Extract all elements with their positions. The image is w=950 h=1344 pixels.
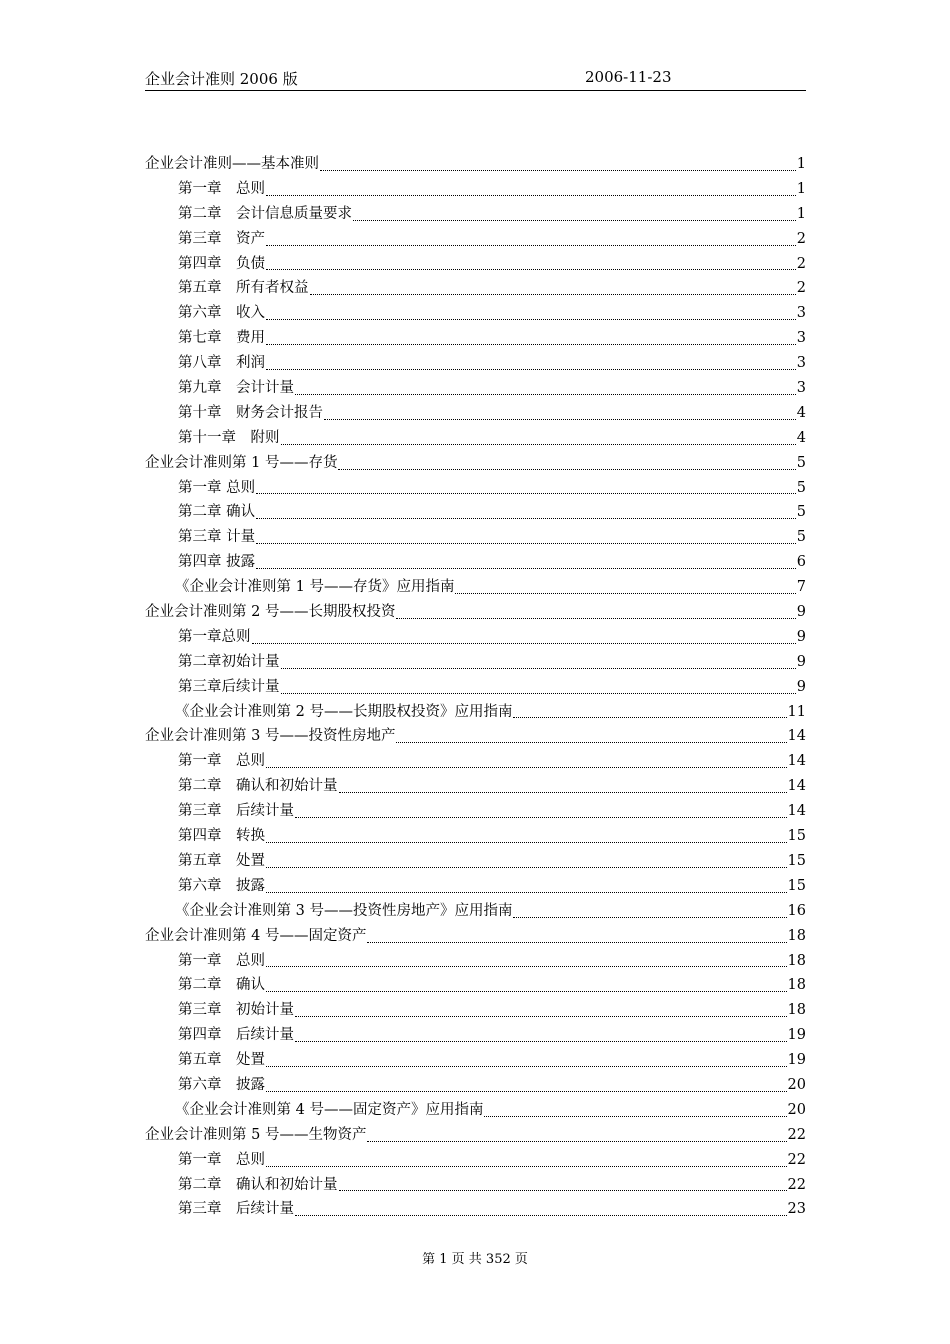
toc-dot-leader: [484, 1116, 786, 1117]
toc-dot-leader: [324, 419, 796, 420]
toc-entry-page-number: 4: [796, 429, 806, 446]
toc-dot-leader: [353, 220, 796, 221]
toc-entry-page-number: 23: [787, 1201, 806, 1218]
toc-entry[interactable]: [145, 550, 806, 575]
toc-dot-leader: [396, 618, 795, 619]
toc-entry[interactable]: [145, 351, 806, 376]
toc-entry-title: 第十章 财务会计报告: [178, 404, 323, 421]
toc-dot-leader: [338, 469, 795, 470]
toc-entry[interactable]: [145, 650, 806, 675]
toc-entry-page-number: 4: [796, 404, 806, 421]
toc-dot-leader: [455, 593, 795, 594]
toc-dot-leader: [281, 693, 796, 694]
toc-entry-title: 第三章 计量: [178, 529, 256, 546]
toc-entry-title: 第六章 披露: [178, 1076, 265, 1093]
toc-dot-leader: [295, 817, 787, 818]
toc-dot-leader: [266, 842, 787, 843]
toc-entry-title: 第一章 总则: [178, 952, 265, 969]
toc-entry-page-number: 9: [796, 604, 806, 621]
toc-entry-page-number: 9: [796, 628, 806, 645]
toc-entry[interactable]: [145, 874, 806, 899]
toc-entry-page-number: 2: [796, 230, 806, 247]
toc-entry-title: 《企业会计准则第 3 号——投资性房地产》应用指南: [175, 902, 513, 919]
toc-entry-page-number: 15: [787, 852, 806, 869]
toc-dot-leader: [266, 991, 787, 992]
toc-entry-page-number: 5: [796, 529, 806, 546]
toc-dot-leader: [266, 344, 796, 345]
document-date: 2006-11-23: [585, 68, 672, 86]
toc-entry-title: 第六章 披露: [178, 877, 265, 894]
toc-entry[interactable]: [145, 202, 806, 227]
toc-entry-page-number: 19: [787, 1052, 806, 1069]
toc-entry-page-number: 20: [787, 1101, 806, 1118]
toc-entry-page-number: 22: [787, 1151, 806, 1168]
toc-entry-title: 第五章 处置: [178, 1052, 265, 1069]
toc-entry-page-number: 3: [796, 355, 806, 372]
toc-entry-title: 《企业会计准则第 4 号——固定资产》应用指南: [175, 1101, 484, 1118]
toc-entry[interactable]: [145, 749, 806, 774]
toc-entry[interactable]: [145, 575, 806, 600]
toc-entry[interactable]: [145, 1173, 806, 1198]
toc-entry-page-number: 3: [796, 380, 806, 397]
toc-entry[interactable]: [145, 625, 806, 650]
toc-entry-page-number: 3: [796, 330, 806, 347]
toc-entry-title: 第五章 处置: [178, 852, 265, 869]
toc-entry[interactable]: [145, 1098, 806, 1123]
toc-entry-title: 《企业会计准则第 2 号——长期股权投资》应用指南: [175, 703, 513, 720]
toc-entry-page-number: 22: [787, 1126, 806, 1143]
toc-entry[interactable]: [145, 600, 806, 625]
toc-dot-leader: [513, 717, 786, 718]
toc-entry-title: 第四章 负债: [178, 255, 265, 272]
toc-dot-leader: [266, 767, 787, 768]
toc-entry-title: 第三章 初始计量: [178, 1002, 294, 1019]
toc-entry[interactable]: [145, 998, 806, 1023]
toc-dot-leader: [266, 269, 796, 270]
toc-entry-page-number: 5: [796, 479, 806, 496]
toc-dot-leader: [295, 1041, 787, 1042]
toc-entry-title: 第三章后续计量: [178, 678, 280, 695]
toc-dot-leader: [339, 792, 787, 793]
toc-entry-page-number: 15: [787, 828, 806, 845]
toc-dot-leader: [320, 170, 796, 171]
toc-entry[interactable]: [145, 152, 806, 177]
toc-entry[interactable]: [145, 724, 806, 749]
toc-entry-page-number: 18: [787, 1002, 806, 1019]
toc-entry[interactable]: [145, 326, 806, 351]
toc-entry[interactable]: [145, 1048, 806, 1073]
toc-entry-page-number: 18: [787, 977, 806, 994]
toc-entry-title: 企业会计准则第 3 号——投资性房地产: [145, 728, 396, 745]
toc-entry[interactable]: [145, 276, 806, 301]
toc-entry[interactable]: [145, 1023, 806, 1048]
toc-entry-page-number: 20: [787, 1076, 806, 1093]
toc-dot-leader: [256, 518, 796, 519]
toc-dot-leader: [266, 1166, 787, 1167]
toc-entry-title: 第二章初始计量: [178, 653, 280, 670]
toc-entry[interactable]: [145, 401, 806, 426]
toc-entry-page-number: 14: [787, 778, 806, 795]
toc-dot-leader: [295, 394, 796, 395]
toc-entry-title: 第二章 确认和初始计量: [178, 1176, 338, 1193]
toc-entry-title: 第四章 转换: [178, 828, 265, 845]
toc-entry-title: 第三章 后续计量: [178, 1201, 294, 1218]
toc-entry[interactable]: [145, 1123, 806, 1148]
toc-entry[interactable]: [145, 899, 806, 924]
toc-entry-title: 企业会计准则第 1 号——存货: [145, 454, 338, 471]
toc-entry-title: 第一章 总则: [178, 753, 265, 770]
toc-entry[interactable]: [145, 924, 806, 949]
toc-entry-page-number: 1: [796, 180, 806, 197]
toc-entry[interactable]: [145, 849, 806, 874]
toc-dot-leader: [513, 917, 786, 918]
toc-entry-page-number: 1: [796, 205, 806, 222]
toc-dot-leader: [266, 1091, 787, 1092]
toc-dot-leader: [367, 942, 786, 943]
toc-entry-page-number: 14: [787, 753, 806, 770]
document-title: 企业会计准则 2006 版: [145, 70, 298, 88]
toc-dot-leader: [256, 568, 796, 569]
toc-entry[interactable]: [145, 675, 806, 700]
toc-entry-page-number: 2: [796, 280, 806, 297]
toc-entry-page-number: 9: [796, 678, 806, 695]
toc-entry-title: 企业会计准则——基本准则: [145, 156, 319, 172]
toc-entry-title: 企业会计准则第 2 号——长期股权投资: [145, 604, 396, 621]
page-header: [145, 68, 806, 91]
toc-entry[interactable]: [145, 1197, 806, 1222]
toc-entry-title: 第五章 所有者权益: [178, 280, 309, 297]
toc-entry-page-number: 22: [787, 1176, 806, 1193]
toc-entry-page-number: 19: [787, 1027, 806, 1044]
toc-entry-title: 第九章 会计计量: [178, 380, 294, 397]
toc-dot-leader: [295, 1016, 787, 1017]
toc-dot-leader: [256, 543, 796, 544]
toc-entry[interactable]: [145, 177, 806, 202]
toc-entry[interactable]: [145, 301, 806, 326]
toc-entry-page-number: 11: [787, 703, 806, 720]
toc-entry[interactable]: [145, 500, 806, 525]
toc-entry[interactable]: [145, 774, 806, 799]
toc-entry-page-number: 14: [787, 728, 806, 745]
toc-dot-leader: [252, 643, 796, 644]
toc-entry-page-number: 9: [796, 653, 806, 670]
toc-dot-leader: [266, 369, 796, 370]
toc-entry-title: 第二章 会计信息质量要求: [178, 205, 352, 222]
toc-entry-page-number: 16: [787, 902, 806, 919]
toc-dot-leader: [266, 195, 796, 196]
toc-entry-title: 第八章 利润: [178, 355, 265, 372]
toc-entry-title: 第一章 总则: [178, 479, 256, 496]
toc-dot-leader: [295, 1215, 787, 1216]
toc-entry-page-number: 7: [796, 579, 806, 596]
toc-dot-leader: [310, 294, 796, 295]
toc-entry-title: 第二章 确认: [178, 977, 265, 994]
toc-entry-page-number: 14: [787, 803, 806, 820]
toc-entry-page-number: 3: [796, 305, 806, 322]
toc-entry[interactable]: [145, 227, 806, 252]
toc-entry[interactable]: [145, 376, 806, 401]
toc-dot-leader: [339, 1190, 787, 1191]
toc-dot-leader: [256, 493, 796, 494]
toc-entry-title: 第四章 披露: [178, 554, 256, 571]
toc-entry-page-number: 6: [796, 554, 806, 571]
page-footer: 第 1 页 共 352 页: [422, 1252, 528, 1267]
toc-entry-page-number: 18: [787, 952, 806, 969]
toc-entry[interactable]: [145, 700, 806, 725]
toc-entry-page-number: 1: [796, 156, 806, 172]
toc-entry-title: 第三章 资产: [178, 230, 265, 247]
table-of-contents: [145, 152, 806, 1222]
toc-entry-title: 第一章 总则: [178, 1151, 265, 1168]
toc-entry-title: 企业会计准则第 5 号——生物资产: [145, 1126, 367, 1143]
toc-entry[interactable]: [145, 1073, 806, 1098]
toc-dot-leader: [266, 966, 787, 967]
toc-entry[interactable]: [145, 426, 806, 451]
toc-entry[interactable]: [145, 1148, 806, 1173]
toc-entry-title: 《企业会计准则第 1 号——存货》应用指南: [175, 579, 455, 596]
toc-dot-leader: [396, 742, 786, 743]
toc-entry[interactable]: [145, 799, 806, 824]
toc-dot-leader: [266, 245, 796, 246]
toc-dot-leader: [266, 892, 787, 893]
toc-dot-leader: [367, 1141, 786, 1142]
toc-entry-title: 企业会计准则第 4 号——固定资产: [145, 927, 367, 944]
toc-entry[interactable]: [145, 949, 806, 974]
toc-dot-leader: [266, 319, 796, 320]
toc-entry-title: 第一章总则: [178, 628, 251, 645]
toc-entry[interactable]: [145, 973, 806, 998]
toc-entry-page-number: 5: [796, 454, 806, 471]
toc-entry[interactable]: [145, 451, 806, 476]
toc-dot-leader: [281, 444, 796, 445]
toc-dot-leader: [281, 668, 796, 669]
toc-entry-page-number: 18: [787, 927, 806, 944]
toc-entry-title: 第六章 收入: [178, 305, 265, 322]
toc-entry-title: 第三章 后续计量: [178, 803, 294, 820]
toc-entry[interactable]: [145, 525, 806, 550]
toc-entry-page-number: 5: [796, 504, 806, 521]
toc-entry-title: 第十一章 附则: [178, 429, 280, 446]
toc-entry[interactable]: [145, 824, 806, 849]
toc-entry[interactable]: [145, 476, 806, 501]
toc-entry-title: 第四章 后续计量: [178, 1027, 294, 1044]
toc-entry-title: 第二章 确认和初始计量: [178, 778, 338, 795]
toc-dot-leader: [266, 1066, 787, 1067]
toc-entry[interactable]: [145, 252, 806, 277]
toc-entry-title: 第一章 总则: [178, 180, 265, 197]
toc-entry-page-number: 2: [796, 255, 806, 272]
toc-entry-title: 第七章 费用: [178, 330, 265, 347]
toc-entry-page-number: 15: [787, 877, 806, 894]
toc-dot-leader: [266, 867, 787, 868]
toc-entry-title: 第二章 确认: [178, 504, 256, 521]
